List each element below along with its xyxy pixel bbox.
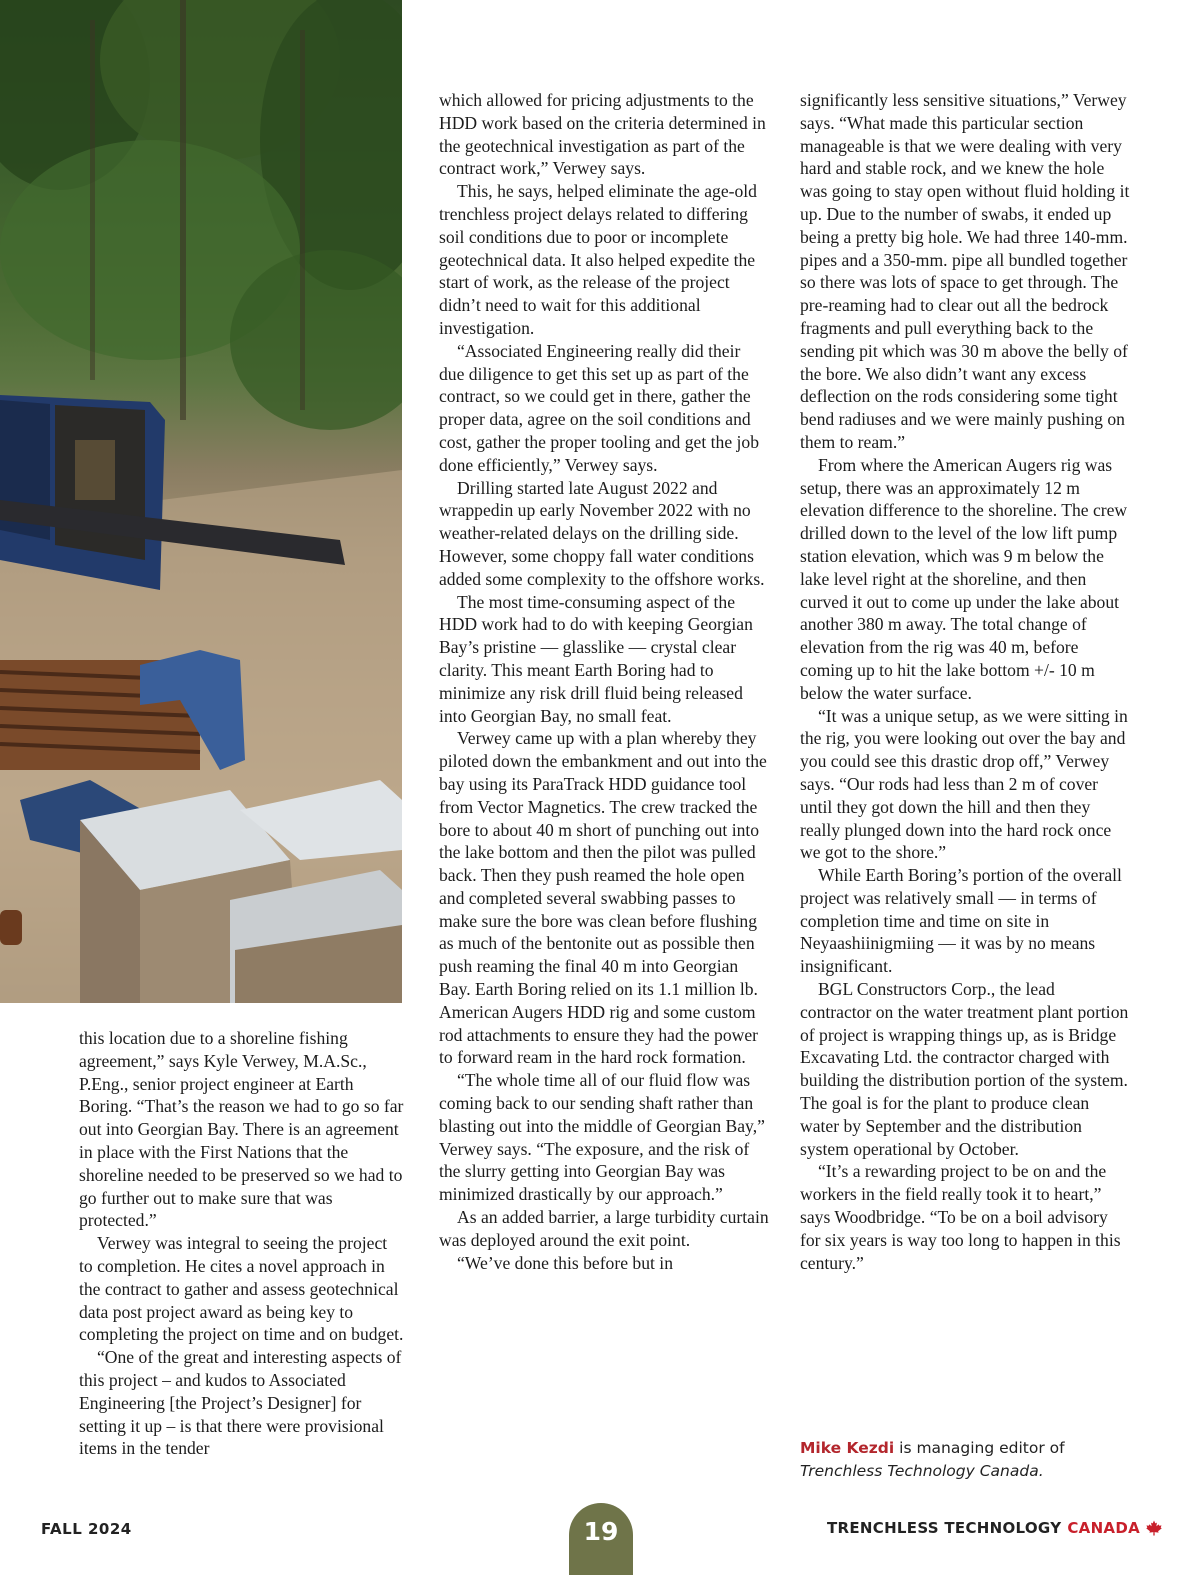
paragraph: this location due to a shoreline fishing agreement,” says Kyle Verwey, M.A.Sc., P.Eng., senior project engineer at Earth Boring. “That’s the reason we had to go so far out into Georgian Bay. There is an agreement in place with the First Nations that the shoreline needed to be preserved so we had to go further out to make sure that was protected.” [79,1028,404,1231]
magazine-country: CANADA [1067,1519,1140,1537]
paragraph: which allowed for pricing adjustments to the HDD work based on the criteria determined in the geotechnical investigation as part of the contract work,” Verwey says. [439,90,766,179]
publication-name: Trenchless Technology Canada. [800,1462,1044,1480]
paragraph: While Earth Boring’s portion of the overall project was relatively small — in terms of completion time and time on site in Neyaashiinigmiing — it was by no means insignificant. [800,865,1122,977]
paragraph: “Associated Engineering really did their due diligence to get this set up as part of the contract, so we could get in there, gather the proper data, agree on the soil conditions and cost, gather the proper tooling and get the job done efficiently,” Verwey says. [439,340,760,475]
author-byline [800,1437,1130,1483]
paragraph: Verwey came up with a plan whereby they piloted down the embankment and out into the bay using its ParaTrack HDD guidance tool from Vector Magnetics. The crew tracked the bore to about 40 m short of punching out into the lake bottom and then the pilot was pulled back. Then they push reamed the hole open and completed several swabbing passes to make sure the bore was clean before flushing as much of the bentonite out as possible then push reaming the final 40 m into Georgian Bay. Earth Boring relied on its 1.1 million lb. American Augers HDD rig and some custom rod attachments to ensure they had the power to forward ream in the hard rock formation. [439,728,767,1068]
paragraph: This, he says, helped eliminate the age-old trenchless project delays related to differing soil conditions due to poor or incomplete geotechnical data. It also helped expedite the start of work, as the release of the project didn’t need to wait for this additional investigation. [439,181,757,338]
paragraph: Drilling started late August 2022 and wrappedin up early November 2022 with no weather-related delays on the drilling side. However, some choppy fall water conditions added some complexity to the offshore works. [439,477,765,589]
article-column-1 [79,1027,405,1460]
article-photo [0,0,402,1003]
paragraph: “We’ve done this before but in [457,1252,673,1273]
paragraph: From where the American Augers rig was setup, there was an approximately 12 m elevation difference to the shoreline. The crew drilled down to the level of the low lift pump station elevation, which was 9 m below the lake level right at the shoreline, and then curved it out to come up under the lake about another 380 m away. The total change of elevation from the rig was 40 m, before coming up to hit the lake bottom +/- 10 m below the water surface. [800,454,1128,703]
paragraph: Verwey was integral to seeing the project to completion. He cites a novel approach in the contract to gather and assess geotechnical data post project award as being key to completing the project on time and on budget. [79,1233,404,1345]
paragraph: significantly less sensitive situations,” Verwey says. “What made this particular section manageable is that we were dealing with very hard and stable rock, and we knew the hole was going to stay open without fluid holding it up. Due to the number of swabs, it ended up being a pretty big hole. We had three 140-mm. pipes and a 350-mm. pipe all bundled together so there was lots of space to get through. The pre-reaming had to clear out all the bedrock fragments and pull everything back to the sending pit which was 30 m above the belly of the bore. We also didn’t want any excess deflection on the rods considering some tight bend radiuses and we were mainly pushing on them to ream.” [800,90,1130,452]
magazine-masthead [827,1519,1162,1537]
paragraph: “It was a unique setup, as we were sitting in the rig, you were looking out over the bay and you could see this drastic drop off,” Verwey says. “Our rods had less than 2 m of cover until they got down the hill and then they really plunged down into the hard rock once we got to the shore.” [800,705,1128,863]
issue-label: FALL 2024 [41,1520,132,1538]
paragraph: “The whole time all of our fluid flow was coming back to our sending shaft rather than blasting out into the middle of Georgian Bay,” Verwey says. “The exposure, and the risk of the slurry getting into Georgian Bay was minimized drastically by our approach.” [439,1070,765,1205]
paragraph: The most time-consuming aspect of the HDD work had to do with keeping Georgian Bay’s pristine — glasslike — crystal clear clarity. This meant Earth Boring had to minimize any risk drill fluid being released into Georgian Bay, no small feat. [439,591,753,726]
magazine-name: TRENCHLESS TECHNOLOGY [826,1519,1062,1537]
article-column-2 [439,89,769,1274]
drill-site-illustration [0,0,402,1003]
author-name: Mike Kezdi [800,1439,895,1457]
maple-leaf-icon [1146,1520,1162,1536]
paragraph: “It’s a rewarding project to be on and the workers in the field really took it to heart,” says Woodbridge. “To be on a boil advisory for six years is way too long to happen in this century.” [800,1161,1121,1273]
article-column-3 [800,89,1130,1274]
page-number: 19 [583,1517,619,1546]
paragraph: BGL Constructors Corp., the lead contractor on the water treatment plant portion of project is wrapping things up, as is Bridge Excavating Ltd. the contractor charged with building the distribution portion of the system. The goal is for the plant to produce clean water by September and the distribution system operational by October. [800,979,1129,1159]
page-number-tab [569,1503,633,1575]
author-role: is managing editor of [894,1439,1065,1457]
paragraph: “One of the great and interesting aspects of this project – and kudos to Associated Engineering [the Project’s Designer] for setting it up – is that there were provisional items in the tender [79,1347,402,1459]
paragraph: As an added barrier, a large turbidity curtain was deployed around the exit point. [439,1207,769,1250]
